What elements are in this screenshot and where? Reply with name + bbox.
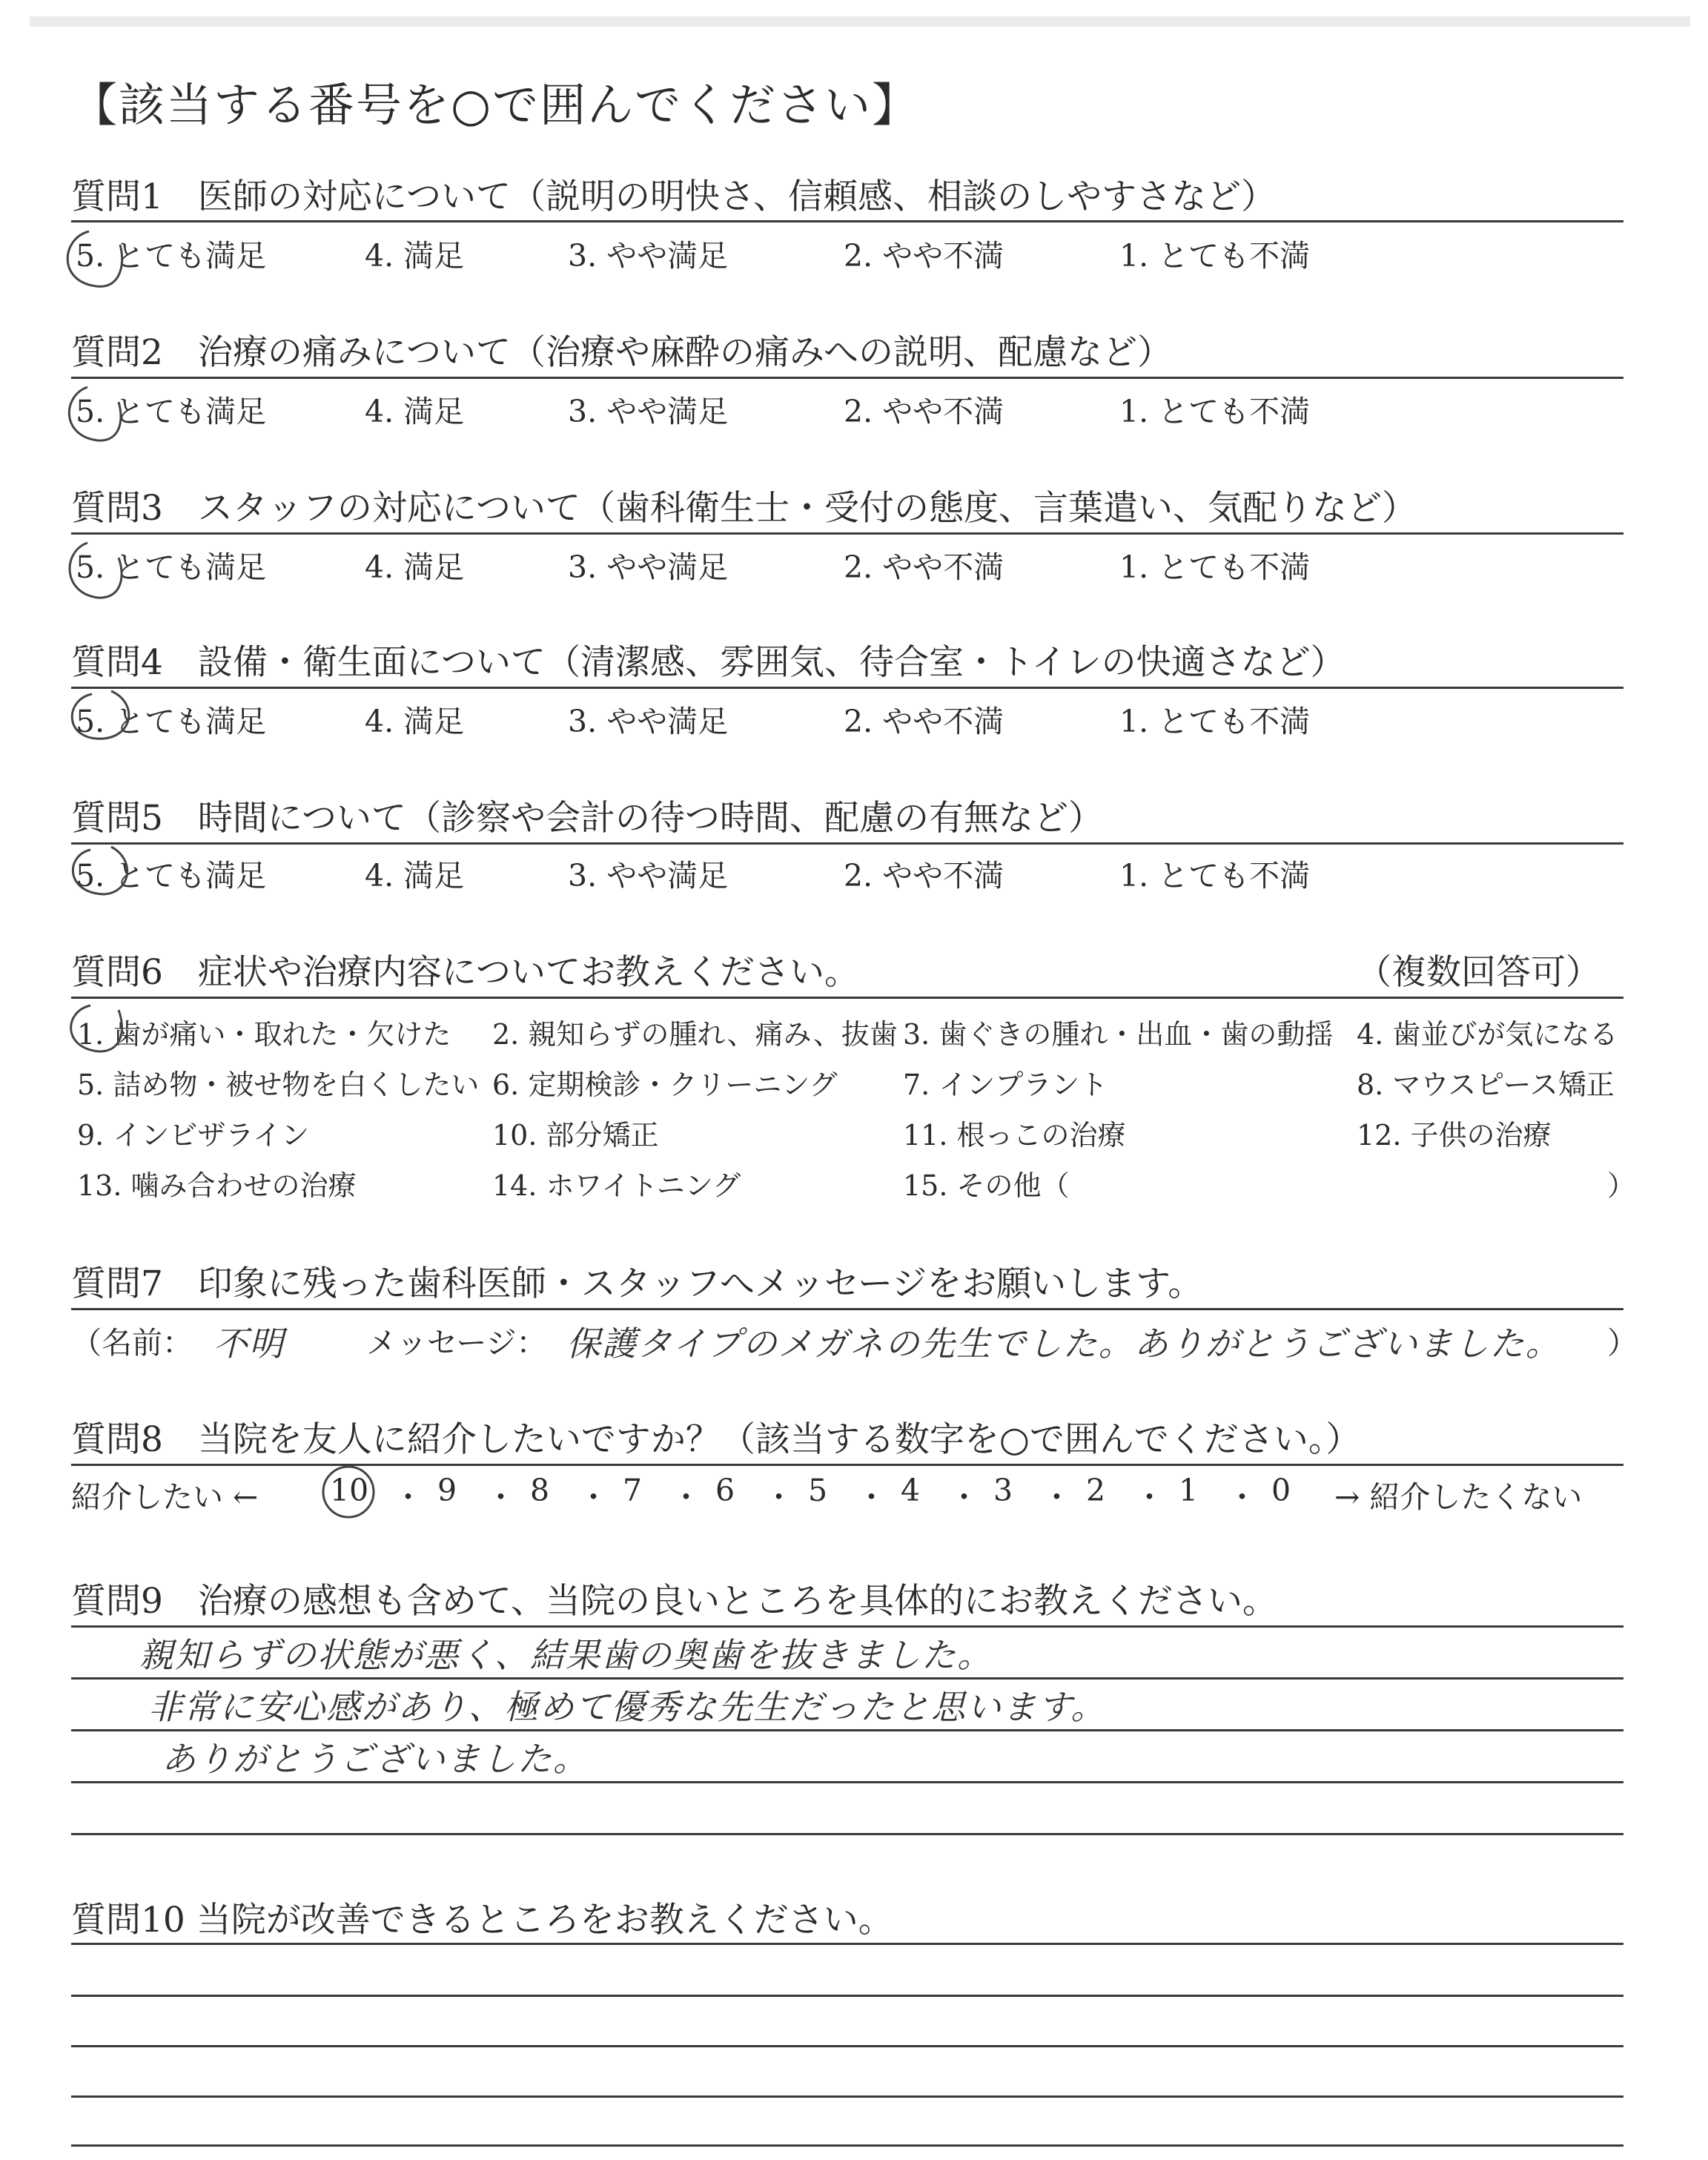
q6-option-10[interactable]: 10. 部分矯正 xyxy=(492,1119,659,1152)
q8-scale-1[interactable]: 1 xyxy=(1179,1473,1199,1508)
q8-scale-dot: ・ xyxy=(1042,1479,1072,1515)
q6-option-12[interactable]: 12. 子供の治療 xyxy=(1357,1119,1552,1152)
q1-option-3[interactable]: 3. やや満足 xyxy=(568,238,729,274)
q8-scale-3[interactable]: 3 xyxy=(993,1473,1013,1508)
q1-option-5[interactable]: 5. とても満足 xyxy=(76,238,267,274)
question-7: 質問7 印象に残った歯科医師・スタッフへメッセージをお願いします。 xyxy=(71,1264,1203,1304)
q5-option-3[interactable]: 3. やや満足 xyxy=(568,858,729,894)
question-4: 質問4 設備・衛生面について（清潔感、雰囲気、待合室・トイレの快適さなど） xyxy=(71,642,1345,683)
q7-message-label: メッセージ： xyxy=(366,1325,547,1361)
q6-option-14[interactable]: 14. ホワイトニング xyxy=(492,1169,741,1202)
q8-scale-4[interactable]: 4 xyxy=(901,1473,921,1508)
q8-scale-10[interactable]: 10 xyxy=(330,1473,369,1508)
question-5: 質問5 時間について（診察や会計の待つ時間、配慮の有無など） xyxy=(71,798,1103,839)
q7-message-value[interactable]: 保護タイプのメガネの先生でした。ありがとうございました。 xyxy=(566,1324,1561,1364)
q9-answer-line-2[interactable]: 非常に安心感があり、極めて優秀な先生だったと思います。 xyxy=(148,1687,1107,1727)
q3-option-2[interactable]: 2. やや不満 xyxy=(844,549,1004,585)
q8-scale-dot: ・ xyxy=(578,1479,609,1515)
q4-option-3[interactable]: 3. やや満足 xyxy=(568,704,729,739)
q3-option-3[interactable]: 3. やや満足 xyxy=(568,549,729,585)
q8-right-label: → 紹介したくない xyxy=(1334,1479,1583,1515)
q8-scale-8[interactable]: 8 xyxy=(530,1473,550,1508)
q6-option-3[interactable]: 3. 歯ぐきの腫れ・出血・歯の動揺 xyxy=(903,1018,1334,1051)
q6-option-9[interactable]: 9. インビザライン xyxy=(77,1119,310,1152)
q4-option-4[interactable]: 4. 満足 xyxy=(365,704,465,739)
selection-circle-q4 xyxy=(72,691,129,739)
q4-option-5[interactable]: 5. とても満足 xyxy=(76,704,267,739)
q7-name-value[interactable]: 不明 xyxy=(214,1324,285,1364)
question-3: 質問3 スタッフの対応について（歯科衛生士・受付の態度、言葉遣い、気配りなど） xyxy=(71,488,1417,529)
q2-option-3[interactable]: 3. やや満足 xyxy=(568,394,729,429)
q6-option-1[interactable]: 1. 歯が痛い・取れた・欠けた xyxy=(77,1018,451,1051)
q2-option-1[interactable]: 1. とても不満 xyxy=(1119,394,1311,429)
selection-circle-q3 xyxy=(70,543,122,598)
question-2: 質問2 治療の痛みについて（治療や麻酔の痛みへの説明、配慮など） xyxy=(71,332,1173,373)
q5-option-5[interactable]: 5. とても満足 xyxy=(76,858,267,894)
q7-name-label: （名前： xyxy=(71,1325,193,1361)
q3-option-4[interactable]: 4. 満足 xyxy=(365,549,465,585)
question-6: 質問6 症状や治療内容についてお教えください。 xyxy=(71,952,859,993)
q8-scale-dot: ・ xyxy=(486,1479,516,1515)
q6-other-close: ） xyxy=(1607,1169,1636,1202)
selection-circle-q6 xyxy=(71,1005,122,1051)
q8-left-label: 紹介したい ← xyxy=(71,1479,259,1515)
q2-option-4[interactable]: 4. 満足 xyxy=(365,394,465,429)
question-8: 質問8 当院を友人に紹介したいですか？（該当する数字を○で囲んでください。） xyxy=(71,1419,1361,1460)
q5-option-4[interactable]: 4. 満足 xyxy=(365,858,465,894)
q5-option-1[interactable]: 1. とても不満 xyxy=(1119,858,1311,894)
q8-scale-0[interactable]: 0 xyxy=(1271,1473,1291,1508)
q6-option-2[interactable]: 2. 親知らずの腫れ、痛み、抜歯 xyxy=(492,1018,898,1051)
q8-scale-dot: ・ xyxy=(393,1479,423,1515)
q8-scale-7[interactable]: 7 xyxy=(623,1473,643,1508)
q8-scale-6[interactable]: 6 xyxy=(715,1473,735,1508)
q8-scale-dot: ・ xyxy=(856,1479,887,1515)
q9-answer-line-3[interactable]: ありがとうございました。 xyxy=(162,1739,589,1779)
q8-scale-dot: ・ xyxy=(764,1479,794,1515)
q6-option-15[interactable]: 15. その他（ xyxy=(903,1169,1070,1202)
question-1: 質問1 医師の対応について（説明の明快さ、信頼感、相談のしやすさなど） xyxy=(71,176,1277,217)
q6-option-13[interactable]: 13. 噛み合わせの治療 xyxy=(77,1169,357,1202)
multiple-answer-note: （複数回答可） xyxy=(1357,952,1601,993)
q2-option-5[interactable]: 5. とても満足 xyxy=(76,394,267,429)
q3-option-5[interactable]: 5. とても満足 xyxy=(76,549,267,585)
q8-scale-dot: ・ xyxy=(1134,1479,1165,1515)
q4-option-2[interactable]: 2. やや不満 xyxy=(844,704,1004,739)
q5-option-2[interactable]: 2. やや不満 xyxy=(844,858,1004,894)
q8-scale-dot: ・ xyxy=(949,1479,979,1515)
q8-scale-2[interactable]: 2 xyxy=(1086,1473,1106,1508)
q6-option-11[interactable]: 11. 根っこの治療 xyxy=(903,1119,1126,1152)
q9-answer-line-1[interactable]: 親知らずの状態が悪く、結果歯の奥歯を抜きました。 xyxy=(139,1635,993,1675)
selection-circle-q8 xyxy=(323,1467,374,1517)
q6-option-5[interactable]: 5. 詰め物・被せ物を白くしたい xyxy=(77,1069,480,1101)
selection-circle-q5 xyxy=(73,847,127,894)
q6-option-6[interactable]: 6. 定期検診・クリーニング xyxy=(492,1069,838,1101)
q8-scale-5[interactable]: 5 xyxy=(808,1473,828,1508)
q3-option-1[interactable]: 1. とても不満 xyxy=(1119,549,1311,585)
q7-close: ） xyxy=(1607,1325,1638,1361)
q1-option-4[interactable]: 4. 満足 xyxy=(365,238,465,274)
page-title: 【該当する番号を○で囲んでください】 xyxy=(71,78,920,132)
q8-scale-9[interactable]: 9 xyxy=(437,1473,457,1508)
question-10: 質問10 当院が改善できるところをお教えください。 xyxy=(71,1900,893,1941)
q6-option-4[interactable]: 4. 歯並びが気になる xyxy=(1357,1018,1618,1051)
q1-option-1[interactable]: 1. とても不満 xyxy=(1119,238,1311,274)
selection-circle-q1 xyxy=(67,231,122,286)
q6-option-8[interactable]: 8. マウスピース矯正 xyxy=(1357,1069,1615,1101)
q6-option-7[interactable]: 7. インプラント xyxy=(903,1069,1108,1101)
q8-scale-dot: ・ xyxy=(671,1479,701,1515)
q4-option-1[interactable]: 1. とても不満 xyxy=(1119,704,1311,739)
q8-scale-dot: ・ xyxy=(1227,1479,1257,1515)
question-9: 質問9 治療の感想も含めて、当院の良いところを具体的にお教えください。 xyxy=(71,1581,1277,1622)
q1-option-2[interactable]: 2. やや不満 xyxy=(844,238,1004,274)
selection-circle-q2 xyxy=(69,387,121,440)
q2-option-2[interactable]: 2. やや不満 xyxy=(844,394,1004,429)
